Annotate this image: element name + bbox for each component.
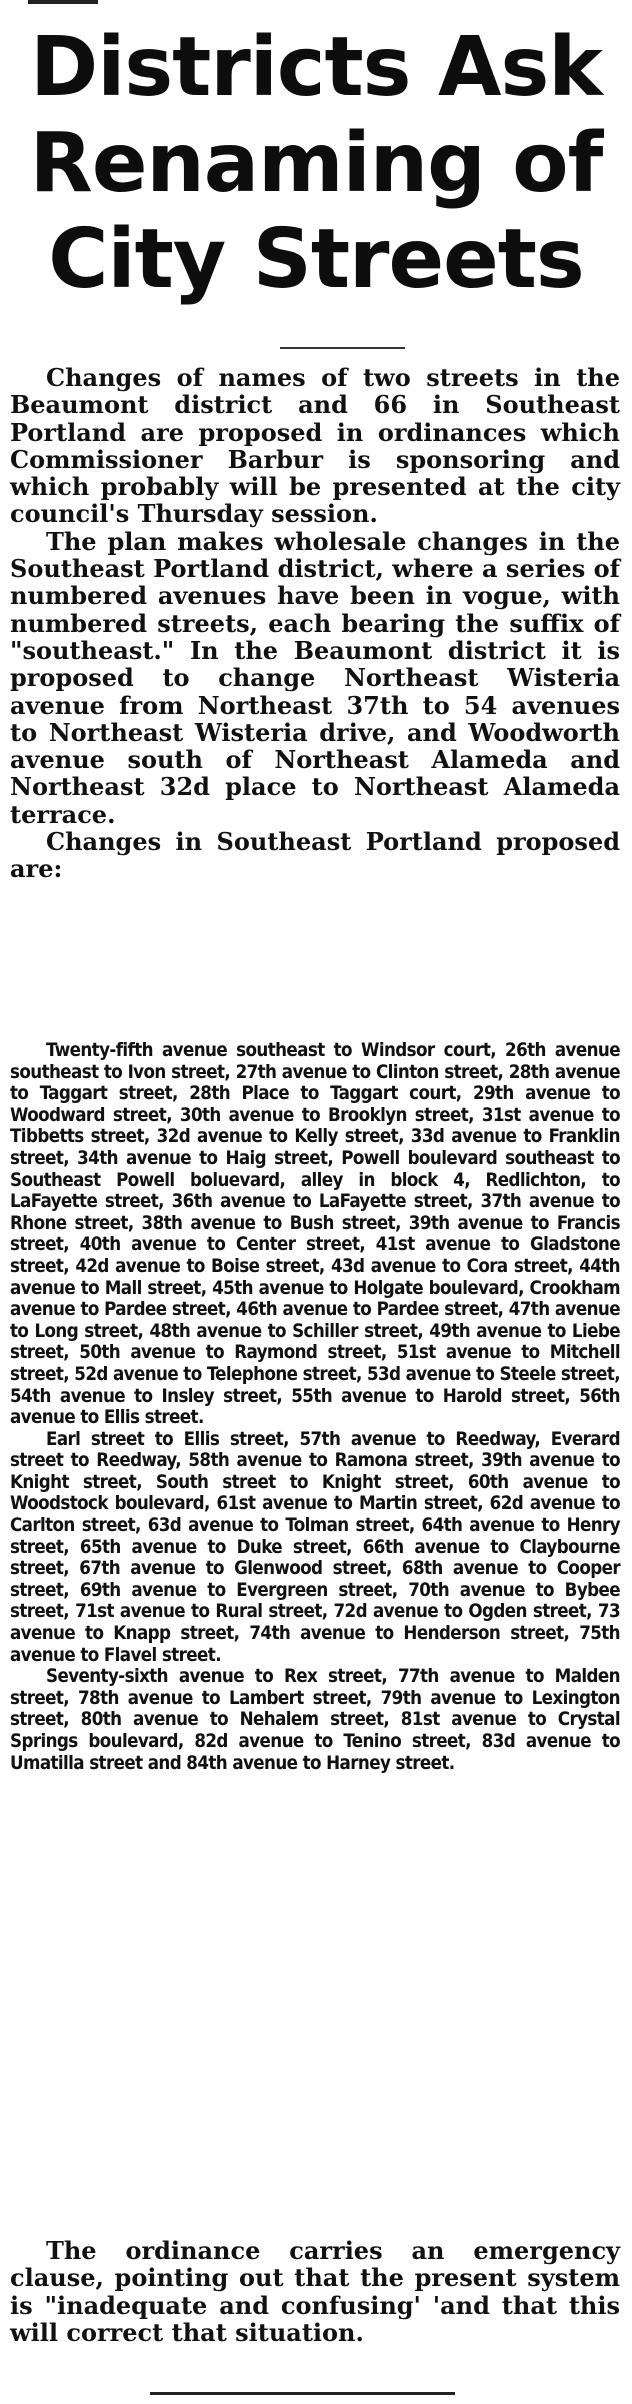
top-rule bbox=[28, 0, 98, 4]
paragraph-ordinance: The ordinance carries an emergency clause, pointing out that the present system is "inadequate and confusing' 'and that this will correct that situation. bbox=[10, 2236, 620, 2347]
paragraph-street-list-3: Seventy-sixth avenue to Rex street, 77th avenue to Malden street, 78th avenue to Lambert street, 79th avenue to Lexington street, 80th avenue to Nehalem street, 81st avenue to Crystal Springs boulevard, 82d avenue to Tenino street, 83d avenue to Umatilla street and 84th avenue to Harney street. bbox=[10, 1666, 620, 1774]
paragraph-street-list-2: Earl street to Ellis street, 57th avenue to Reedway, Everard street to Reedway, 58th avenue to Ramona street, 39th avenue to Knight street, South street to Knight street, 60th avenue to Woodstock boulevard, 61st avenue to Martin street, 62d avenue to Carlton street, 63d avenue to Tolman street, 64th avenue to Henry street, 65th avenue to Duke street, 66th avenue to Claybourne street, 67th avenue to Glenwood street, 68th avenue to Cooper street, 69th avenue to Evergreen street, 70th avenue to Bybee street, 71st avenue to Rural street, 72d avenue to Ogden street, 73 avenue to Knapp street, 74th avenue to Henderson street, 75th avenue to Flavel street. bbox=[10, 1428, 620, 1666]
headline-line-2: Renaming of bbox=[29, 116, 603, 211]
headline-line-3: City Streets bbox=[48, 212, 584, 307]
headline-rule bbox=[280, 347, 405, 349]
bottom-rule bbox=[150, 2392, 455, 2395]
headline-line-1: Districts Ask bbox=[30, 20, 602, 115]
article-body-closing bbox=[10, 2237, 620, 2346]
article-street-list bbox=[10, 1040, 620, 1774]
paragraph-street-list-1: Twenty-fifth avenue southeast to Windsor court, 26th avenue southeast to Ivon street, 27th avenue to Clinton street, 28th avenue to Taggart street, 28th Place to Taggart court, 29th avenue to Woodward street, 30th avenue to Brooklyn street, 31st avenue to Tibbetts street, 32d avenue to Kelly street, 33d avenue to Franklin street, 34th avenue to Haig street, Powell boulevard southeast to Southeast Powell boluevard, alley in block 4, Redlichton, to LaFayette street, 36th avenue to LaFayette street, 37th avenue to Rhone street, 38th avenue to Bush street, 39th avenue to Francis street, 40th avenue to Center street, 41st avenue to Gladstone street, 42d avenue to Boise street, 43d avenue to Cora street, 44th avenue to Mall street, 45th avenue to Holgate boulevard, Crookham avenue to Pardee street, 46th avenue to Pardee street, 47th avenue to Long street, 48th avenue to Schiller street, 49th avenue to Liebe street, 50th avenue to Raymond street, 51st avenue to Mitchell street, 52d avenue to Telephone street, 53d avenue to Steele street, 54th avenue to Insley street, 55th avenue to Harold street, 56th avenue to Ellis street. bbox=[10, 1040, 620, 1429]
article-body-lead bbox=[10, 364, 620, 883]
headline bbox=[0, 20, 632, 308]
paragraph-changes-intro: Changes in Southeast Portland proposed are: bbox=[10, 827, 620, 884]
paragraph-plan: The plan makes wholesale changes in the Southeast Portland district, where a series of numbered avenues have been in vogue, with numbered streets, each bearing the suffix of "southeast." In the Beaumont district it is proposed to change Northeast Wisteria avenue from Northeast 37th to 54 avenues to Northeast Wisteria drive, and Woodworth avenue south of Northeast Alameda and Northeast 32d place to Northeast Alameda terrace. bbox=[10, 526, 620, 829]
paragraph-intro: Changes of names of two streets in the Beaumont district and 66 in Southeast Portland are proposed in ordinances which Commissioner Barbur is sponsoring and which probably will be presented at the city council's Thursday session. bbox=[10, 363, 620, 529]
